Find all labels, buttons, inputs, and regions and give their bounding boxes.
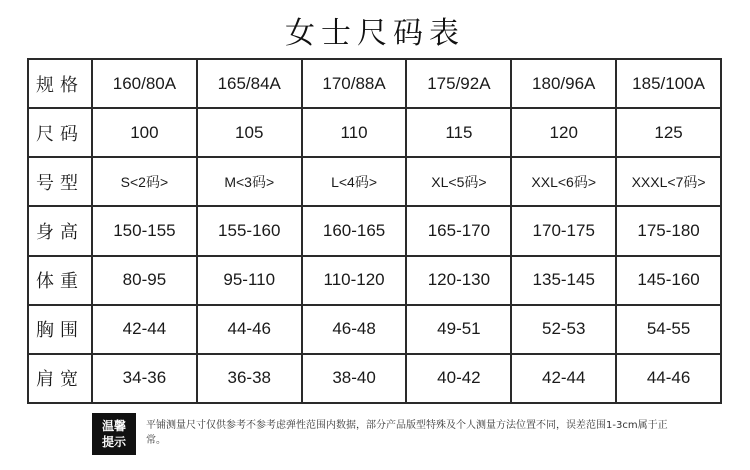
table-row [28,305,721,354]
tip-badge [92,413,136,455]
table-cell: 110 [302,108,407,157]
tip-text: 平铺测量尺寸仅供参考不参考虑弹性范围内数据，部分产品版型特殊及个人测量方法位置不同，误差范围1-3cm属于正常。 [146,420,668,446]
table-row [28,157,721,206]
table-cell: 44-46 [197,305,302,354]
table-cell: 135-145 [511,256,616,305]
row-label: 规格 [28,59,92,108]
table-cell: XXL<6码> [511,157,616,206]
table-cell: 170/88A [302,59,407,108]
row-label: 体重 [28,256,92,305]
row-label: 号型 [28,157,92,206]
table-row [28,108,721,157]
table-cell: 105 [197,108,302,157]
table-cell: 125 [616,108,721,157]
table-cell: 40-42 [406,354,511,403]
table-cell: XXXL<7码> [616,157,721,206]
table-cell: L<4码> [302,157,407,206]
table-cell: 36-38 [197,354,302,403]
table-cell: 160-165 [302,206,407,255]
table-cell: 52-53 [511,305,616,354]
table-cell: 160/80A [92,59,197,108]
table-cell: 165-170 [406,206,511,255]
table-cell: 120-130 [406,256,511,305]
table-cell: 150-155 [92,206,197,255]
tip-label: 温馨提示 [101,419,126,449]
table-cell: 38-40 [302,354,407,403]
row-label: 身高 [28,206,92,255]
table-cell: 49-51 [406,305,511,354]
table-cell: 34-36 [92,354,197,403]
table-row [28,59,721,108]
row-label: 尺码 [28,108,92,157]
table-cell: 180/96A [511,59,616,108]
table-cell: 165/84A [197,59,302,108]
table-cell: 110-120 [302,256,407,305]
table-cell: 42-44 [511,354,616,403]
page-title: 女士尺码表 [285,16,465,51]
table-cell: 42-44 [92,305,197,354]
table-cell: 46-48 [302,305,407,354]
table-cell: 100 [92,108,197,157]
table-row [28,354,721,403]
table-cell: 145-160 [616,256,721,305]
table-cell: 170-175 [511,206,616,255]
table-cell: 115 [406,108,511,157]
table-cell: 44-46 [616,354,721,403]
table-cell: 175/92A [406,59,511,108]
size-chart-table [27,58,722,404]
table-cell: M<3码> [197,157,302,206]
table-cell: S<2码> [92,157,197,206]
row-label: 肩宽 [28,354,92,403]
table-cell: XL<5码> [406,157,511,206]
row-label: 胸围 [28,305,92,354]
table-cell: 120 [511,108,616,157]
table-row [28,206,721,255]
table-cell: 185/100A [616,59,721,108]
table-cell: 175-180 [616,206,721,255]
table-cell: 155-160 [197,206,302,255]
table-cell: 95-110 [197,256,302,305]
table-cell: 80-95 [92,256,197,305]
table-cell: 54-55 [616,305,721,354]
table-row [28,256,721,305]
